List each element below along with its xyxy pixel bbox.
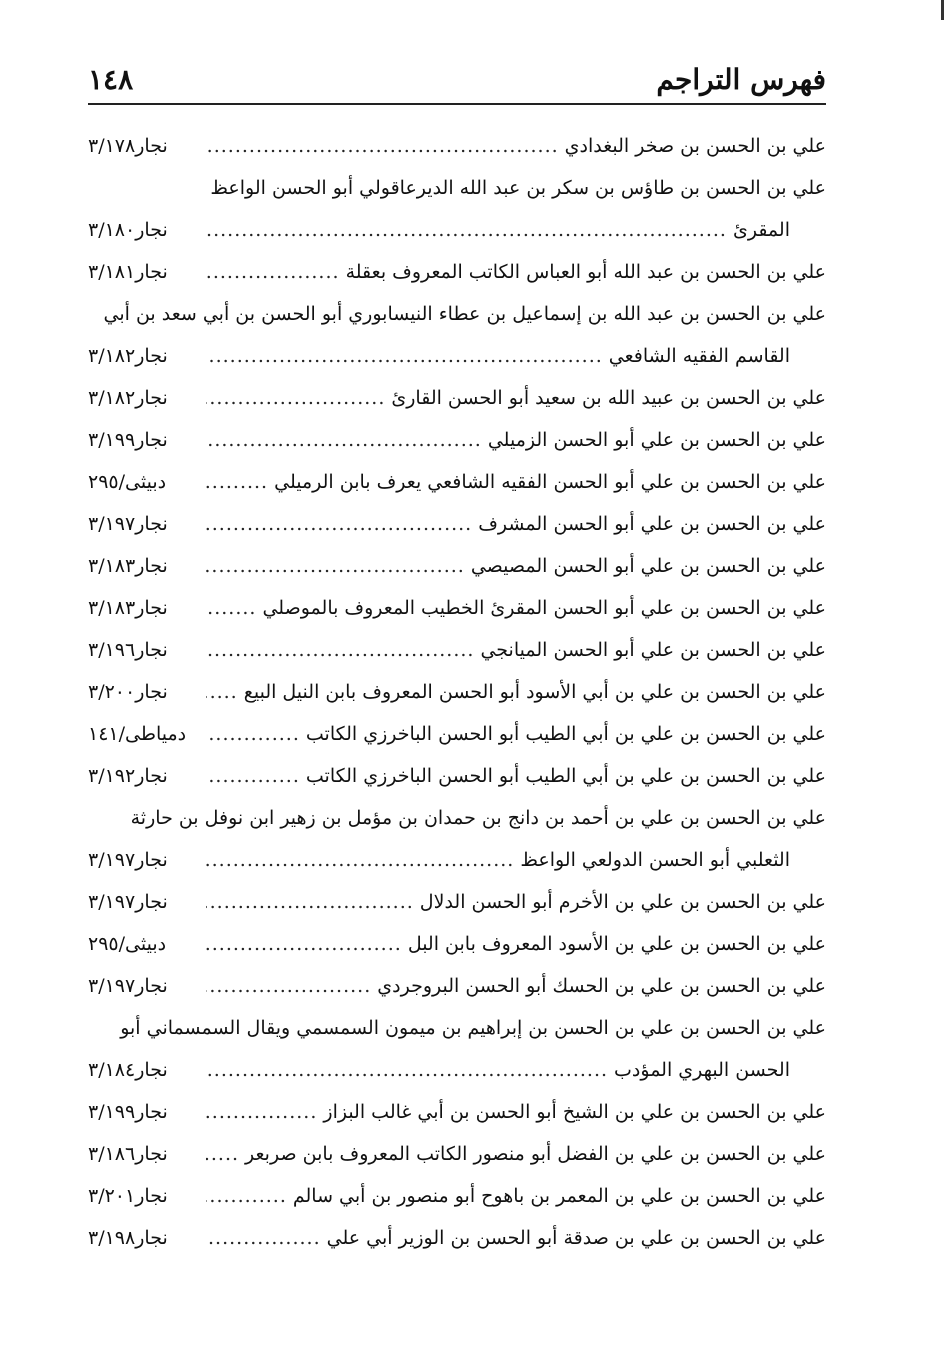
entry-name: علي بن الحسن بن صخر البغدادي — [564, 135, 826, 157]
dot-leader — [206, 377, 385, 419]
index-entry — [88, 713, 826, 755]
entry-line — [88, 965, 826, 1007]
index-entry — [88, 125, 826, 167]
entry-reference: نجار٣/١٩٧ — [88, 975, 168, 997]
index-entry — [88, 629, 826, 671]
page-header — [88, 58, 826, 100]
entry-line — [88, 461, 826, 503]
entry-reference: نجار٣/١٨٦ — [88, 1143, 168, 1165]
entry-continuation-line — [88, 209, 826, 251]
entry-name: علي بن الحسن بن علي أبو الحسن الميانجي — [480, 639, 826, 661]
index-entry — [88, 881, 826, 923]
index-entry — [88, 671, 826, 713]
entry-reference: نجار٣/١٨١ — [88, 261, 168, 283]
entry-name: علي بن الحسن بن علي بن المعمر بن باهوح أبو منصور بن أبي سالم — [292, 1185, 826, 1207]
entry-name: علي بن الحسن بن علي بن الأسود المعروف بابن البل — [407, 933, 826, 955]
dot-leader — [206, 923, 402, 965]
entry-line — [88, 923, 826, 965]
entry-reference: نجار٣/١٩٧ — [88, 849, 168, 871]
entry-name: المقرئ — [732, 219, 790, 241]
page-number: ١٤٨ — [88, 62, 134, 96]
entry-line — [88, 587, 826, 629]
index-entry — [88, 1175, 826, 1217]
entry-reference: دمياطى/١٤١ — [88, 723, 187, 745]
entry-name: علي بن الحسن بن علي بن صدقة أبو الحسن بن الوزير أبي علي — [326, 1227, 826, 1249]
dot-leader — [206, 461, 268, 503]
entry-line — [88, 167, 826, 209]
dot-leader — [206, 1217, 321, 1259]
entry-name: الثعلبي أبو الحسن الدولعي الواعظ — [520, 849, 790, 871]
dot-leader — [206, 755, 300, 797]
index-entry — [88, 587, 826, 629]
entry-line — [88, 545, 826, 587]
entry-reference: نجار٣/١٩٧ — [88, 891, 168, 913]
dot-leader — [206, 587, 256, 629]
dot-leader — [206, 335, 603, 377]
entry-name: علي بن الحسن بن علي أبو الحسن المصيصي — [470, 555, 826, 577]
index-entry — [88, 965, 826, 1007]
entry-reference: دبيثى/٢٩٥ — [88, 933, 167, 955]
entry-reference: نجار٣/١٨٣ — [88, 555, 168, 577]
entry-line — [88, 293, 826, 335]
entry-name: علي بن الحسن بن علي بن أبي الأسود أبو الحسن المعروف بابن النيل البيع — [243, 681, 826, 703]
index-entry — [88, 503, 826, 545]
index-entry — [88, 419, 826, 461]
entry-reference: نجار٣/١٩٩ — [88, 429, 168, 451]
entry-line — [88, 251, 826, 293]
entry-name: علي بن الحسن بن علي بن الشيخ أبو الحسن بن أبي غالب البزاز — [323, 1101, 826, 1123]
entry-name: علي بن الحسن بن علي بن أبي الطيب أبو الحسن الباخرزي الكاتب — [305, 723, 826, 745]
page-title: فهرس التراجم — [656, 62, 826, 96]
entry-line — [88, 671, 826, 713]
entry-reference: نجار٣/١٨٣ — [88, 597, 168, 619]
index-entry — [88, 923, 826, 965]
dot-leader — [206, 671, 238, 713]
dot-leader — [206, 629, 474, 671]
entry-line — [88, 125, 826, 167]
entry-reference: نجار٣/١٩٨ — [88, 1227, 168, 1249]
index-entry — [88, 755, 826, 797]
entry-line — [88, 1133, 826, 1175]
entry-name: علي بن الحسن بن علي أبو الحسن المشرف — [478, 513, 826, 535]
entry-reference: نجار٣/١٨٠ — [88, 219, 168, 241]
entry-name: علي بن الحسن بن علي أبو الحسن الزميلي — [487, 429, 826, 451]
entry-name: علي بن الحسن بن علي أبو الحسن الفقيه الشافعي يعرف بابن الرميلي — [274, 471, 826, 493]
entry-reference: نجار٣/١٩٧ — [88, 513, 168, 535]
index-entry — [88, 251, 826, 293]
dot-leader — [206, 503, 472, 545]
dot-leader — [206, 839, 514, 881]
dot-leader — [206, 1091, 317, 1133]
entry-name: علي بن الحسن بن علي بن الفضل أبو منصور الكاتب المعروف بابن صربعر — [245, 1143, 826, 1165]
entry-line — [88, 377, 826, 419]
entry-continuation-line — [88, 839, 826, 881]
index-entry — [88, 797, 826, 881]
entry-line — [88, 713, 826, 755]
dot-leader — [206, 419, 482, 461]
dot-leader — [206, 965, 371, 1007]
dot-leader — [206, 125, 559, 167]
dot-leader — [206, 545, 465, 587]
entry-name: القاسم الفقيه الشافعي — [608, 345, 790, 367]
entry-reference: نجار٣/١٨٢ — [88, 345, 168, 367]
entry-reference: دبيثى/٢٩٥ — [88, 471, 167, 493]
dot-leader — [206, 1133, 239, 1175]
entry-name: علي بن الحسن بن علي بن الأخرم أبو الحسن الدلال — [419, 891, 826, 913]
entry-continuation-line — [88, 335, 826, 377]
dot-leader — [206, 251, 340, 293]
entry-name: علي بن الحسن بن علي بن الحسك أبو الحسن البروجردي — [377, 975, 826, 997]
dot-leader — [206, 209, 727, 251]
entry-name: علي بن الحسن بن علي بن أحمد بن دانج بن حمدان بن مؤمل بن زهير ابن نوفل بن حارثة — [130, 807, 826, 829]
index-entry — [88, 461, 826, 503]
entry-reference: نجار٣/١٧٨ — [88, 135, 168, 157]
index-entry — [88, 545, 826, 587]
entry-reference: نجار٣/١٩٢ — [88, 765, 168, 787]
entry-name: علي بن الحسن بن عبد الله أبو العباس الكاتب المعروف بعقلة — [345, 261, 826, 283]
entry-reference: نجار٣/١٩٩ — [88, 1101, 168, 1123]
entry-line — [88, 629, 826, 671]
entry-reference: نجار٣/١٨٤ — [88, 1059, 168, 1081]
entry-name: علي بن الحسن بن علي بن أبي الطيب أبو الحسن الباخرزي الكاتب — [305, 765, 826, 787]
entry-line — [88, 1007, 826, 1049]
entry-continuation-line — [88, 1049, 826, 1091]
entry-reference: نجار٣/١٨٢ — [88, 387, 168, 409]
entry-name: علي بن الحسن بن عبد الله بن إسماعيل بن عطاء النيسابوري أبو الحسن بن أبي سعد بن أبي — [103, 303, 826, 325]
entry-line — [88, 419, 826, 461]
index-entry — [88, 1091, 826, 1133]
entry-name: علي بن الحسن بن عبيد الله بن سعيد أبو الحسن القارئ — [391, 387, 826, 409]
entry-line — [88, 797, 826, 839]
header-rule — [88, 103, 826, 105]
entry-line — [88, 881, 826, 923]
index-entry — [88, 167, 826, 251]
index-entry — [88, 1217, 826, 1259]
entry-name: علي بن الحسن بن علي بن الحسن بن إبراهيم بن ميمون السمسمي ويقال السمسماني أبو — [120, 1017, 826, 1039]
entry-reference: نجار٣/٢٠٠ — [88, 681, 168, 703]
index-entry — [88, 1007, 826, 1091]
dot-leader — [206, 1175, 287, 1217]
entry-name: علي بن الحسن بن علي أبو الحسن المقرئ الخطيب المعروف بالموصلي — [262, 597, 826, 619]
entry-name: علي بن الحسن بن طاؤس بن سكر بن عبد الله الديرعاقولي أبو الحسن الواعظ — [210, 177, 826, 199]
entry-line — [88, 1175, 826, 1217]
dot-leader — [206, 1049, 608, 1091]
entry-line — [88, 755, 826, 797]
index-entry — [88, 293, 826, 377]
index-entry — [88, 377, 826, 419]
entry-reference: نجار٣/٢٠١ — [88, 1185, 168, 1207]
entry-line — [88, 1091, 826, 1133]
entry-line — [88, 503, 826, 545]
entry-list — [88, 125, 826, 1259]
entry-reference: نجار٣/١٩٦ — [88, 639, 168, 661]
dot-leader — [206, 713, 300, 755]
entry-name: الحسن البهري المؤدب — [614, 1059, 790, 1081]
dot-leader — [206, 881, 414, 923]
index-entry — [88, 1133, 826, 1175]
entry-line — [88, 1217, 826, 1259]
